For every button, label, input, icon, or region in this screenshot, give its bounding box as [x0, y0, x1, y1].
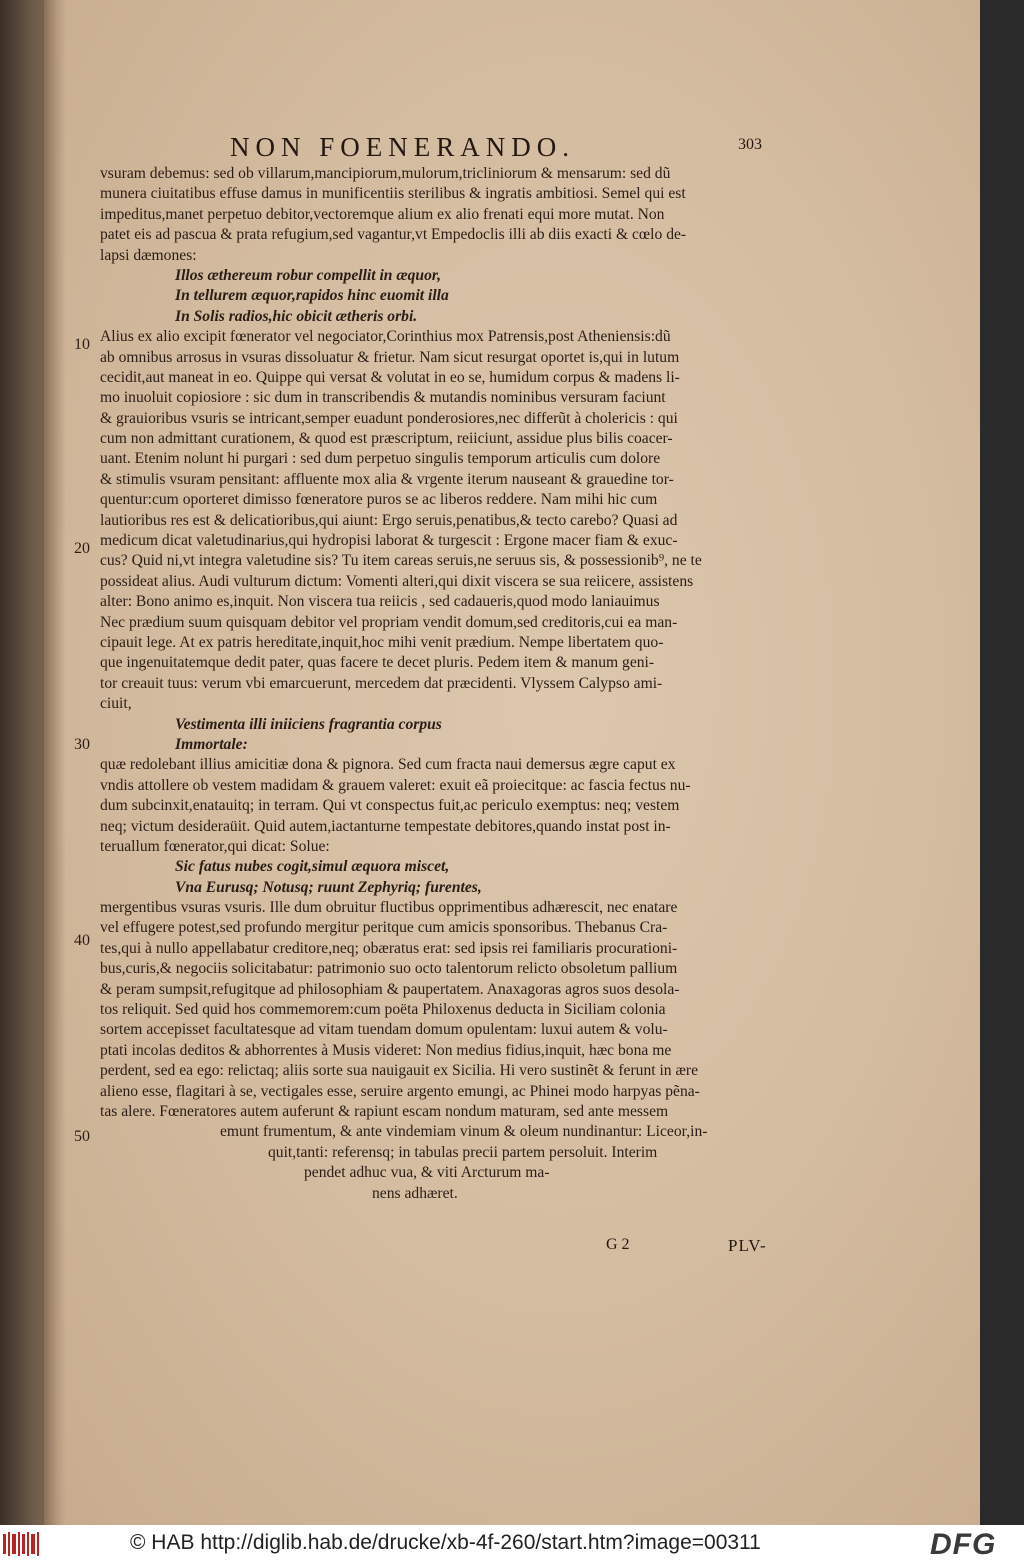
running-title: NON FOENERANDO.	[230, 132, 575, 162]
text-line: tor creauit tuus: verum vbi emarcuerunt, mercedem dat præcidenti. Vlyssem Calypso ami-	[100, 674, 663, 692]
text-line: mo inuoluit copiosiore : sic dum in transcribendis & mutandis nominibus versuram faciunt	[100, 389, 666, 407]
text-line: vndis attollere ob vestem madidam & grauem valeret: exuit eã proiecitque: ac fascia fectus nu-	[100, 776, 691, 794]
dfg-logo: DFG	[930, 1528, 997, 1561]
text-line: & peram sumpsit,refugitque ad philosophiam & paupertatem. Anaxagoras agros suos desola-	[100, 980, 680, 998]
text-line: cum non admittant curationem, & quod est præscriptum, reiiciunt, assidue plus bilis coacer-	[100, 430, 673, 448]
text-line: tas alere. Fœneratores autem auferunt & rapiunt escam nondum maturam, sed ante messem	[100, 1102, 669, 1120]
text-line: dum subcinxit,enatauitq; in terram. Qui vt conspectus fuit,ac periculo exemptus: neq; vestem	[100, 797, 680, 815]
text-line: bus,curis,& negociis solicitabatur: patrimonio suo octo talentorum relicto obsoletum pallium	[100, 960, 678, 978]
text-line: munera ciuitatibus effuse damus in munificentiis sterilibus & ingratis ambitiosi. Semel qui est	[100, 185, 686, 203]
text-line: que ingenuitatemque dedit pater, quas facere te decet pluris. Pedem item & manum geni-	[100, 654, 655, 672]
copyright-link[interactable]: © HAB http://diglib.hab.de/drucke/xb-4f-260/start.htm?image=00311	[130, 1531, 761, 1554]
text-line: neq; victum desideraüit. Quid autem,iactanturne tempestate debitores,quando instat post in-	[100, 817, 671, 835]
text-line: quæ redolebant illius amicitiæ dona & pignora. Sed cum fracta naui demersus ægre caput ex	[100, 756, 676, 774]
signature-mark: G 2	[606, 1236, 630, 1253]
verse-line: Illos æthereum robur compellit in æquor,	[175, 266, 442, 284]
line-number: 40	[74, 932, 90, 949]
text-line: impeditus,manet perpetuo debitor,vectoremque alium ex alio frenati equi more mutat. Non	[100, 205, 665, 223]
text-line: & stimulis vsuram pensitant: affluente mox alia & vrgente iterum nauseant & grauedine tor-	[100, 470, 674, 488]
barcode-library-icon	[2, 1530, 40, 1558]
text-line: ciuit,	[100, 695, 132, 713]
text-line: vel effugere potest,sed profundo mergitur peritque cum amicis sponsoribus. Thebanus Cra-	[100, 919, 668, 937]
text-line: lapsi dæmones:	[100, 246, 197, 264]
text-line: emunt frumentum, & ante vindemiam vinum & oleum nundinantur: Liceor,in-	[220, 1123, 708, 1141]
verse-line: Sic fatus nubes cogit,simul æquora miscet,	[175, 858, 450, 876]
text-line: Alius ex alio excipit fœnerator vel negociator,Corinthius mox Patrensis,post Atheniensis:dũ	[100, 328, 671, 346]
text-line: cipauit lege. At ex patris hereditate,inquit,hoc mihi venit prædium. Nempe libertatem quo-	[100, 633, 664, 651]
text-line: & grauioribus vsuris se intricant,semper euadunt ponderosiores,nec differũt à cholericis : qui	[100, 409, 678, 427]
text-line: mergentibus vsuras vsuris. Ille dum obruitur fluctibus opprimentibus adhærescit, nec enatare	[100, 899, 678, 917]
line-number: 30	[74, 736, 90, 753]
text-line: alieno esse, flagitari à se, vectigales esse, seruire argento emungi, ac Phinei modo harpyas pẽna-	[100, 1082, 700, 1100]
text-line: ptati incolas deditos & abhorrentes à Musis videret: Non medius fidius,inquit, hæc bona me	[100, 1041, 672, 1059]
text-line: nens adhæret.	[372, 1184, 458, 1202]
line-number: 20	[74, 540, 90, 557]
text-line: pendet adhuc vua, & viti Arcturum ma-	[304, 1164, 550, 1182]
text-line: quentur:cum oporteret dimisso fœneratore puros se ac liberos reddere. Nam mihi hic cum	[100, 491, 658, 509]
text-line: teruallum fœnerator,qui dicat: Solue:	[100, 837, 330, 855]
verse-line: In tellurem æquor,rapidos hinc euomit illa	[175, 287, 449, 305]
text-line: lautioribus res est & delicatioribus,qui aiunt: Ergo seruis,penatibus,& tecto carebo? Quasi ad	[100, 511, 678, 529]
line-number: 50	[74, 1128, 90, 1145]
text-line: tes,qui à nullo appellabatur creditore,neq; obæratus erat: sed ipsis rei familiaris procurationi-	[100, 939, 678, 957]
footer-bar	[0, 1525, 1024, 1562]
text-line: sortem accepisset facultatesque ad vitam tuendam domum opulentam: luxui autem & volu-	[100, 1021, 668, 1039]
text-line: alter: Bono animo es,inquit. Non viscera tua reiicis , sed cadaueris,quod modo laniauimus	[100, 593, 660, 611]
main-text	[100, 164, 780, 1204]
text-line: patet eis ad pascua & prata refugium,sed vagantur,vt Empedoclis illi ab diis exacti & cœlo de-	[100, 226, 687, 244]
text-line: uant. Etenim nolunt hi purgari : sed dum perpetuo singulis temporum articulis cum dolore	[100, 450, 661, 468]
text-line: cecidit,aut maneat in eo. Quippe qui versat & volutat in eo se, humidum corpus & madens li-	[100, 368, 680, 386]
catchword: PLV-	[728, 1236, 767, 1255]
text-line: Nec prædium suum quisquam debitor vel propriam vendit domum,sed creditoris,cui ea man-	[100, 613, 678, 631]
text-line: perdent, sed ea ego: relictaq; aliis sorte sua nauigauit ex Sicilia. Hi vero sustinẽt & ferunt in ære	[100, 1062, 699, 1080]
verse-line: Immortale:	[175, 735, 248, 753]
verse-line: Vna Eurusq; Notusq; ruunt Zephyriq; furentes,	[175, 878, 482, 896]
scan-background-right	[980, 0, 1024, 1525]
verse-line: Vestimenta illi iniiciens fragrantia corpus	[175, 715, 442, 733]
verse-line: In Solis radios,hic obicit ætheris orbi.	[175, 307, 418, 325]
text-line: tos reliquit. Sed quid hos commemorem:cum poëta Philoxenus deducta in Siciliam colonia	[100, 1001, 666, 1019]
text-line: quit,tanti: referensq; in tabulas precii partem persoluit. Interim	[268, 1143, 658, 1161]
text-line: cus? Quid ni,vt integra valetudine sis? Tu item careas seruis,ne seruus sis, & possessionib⁹, ne te	[100, 552, 702, 570]
page-number: 303	[738, 136, 762, 153]
text-line: vsuram debemus: sed ob villarum,mancipiorum,mulorum,tricliniorum & mensarum: sed dũ	[100, 165, 671, 182]
text-line: medicum dicat valetudinarius,qui hydropisi laborat & turgescit : Ergone macer fiam & exuc-	[100, 532, 678, 550]
line-number: 10	[74, 336, 90, 353]
page-gutter	[44, 0, 66, 1525]
text-line: ab omnibus arrosus in vsuras dissoluatur & frietur. Nam sicut resurgat oportet is,qui in lutum	[100, 348, 680, 366]
text-line: possideat alius. Audi vulturum dictum: Vomenti alteri,qui dixit viscera se sua reiicere, assistens	[100, 572, 694, 590]
